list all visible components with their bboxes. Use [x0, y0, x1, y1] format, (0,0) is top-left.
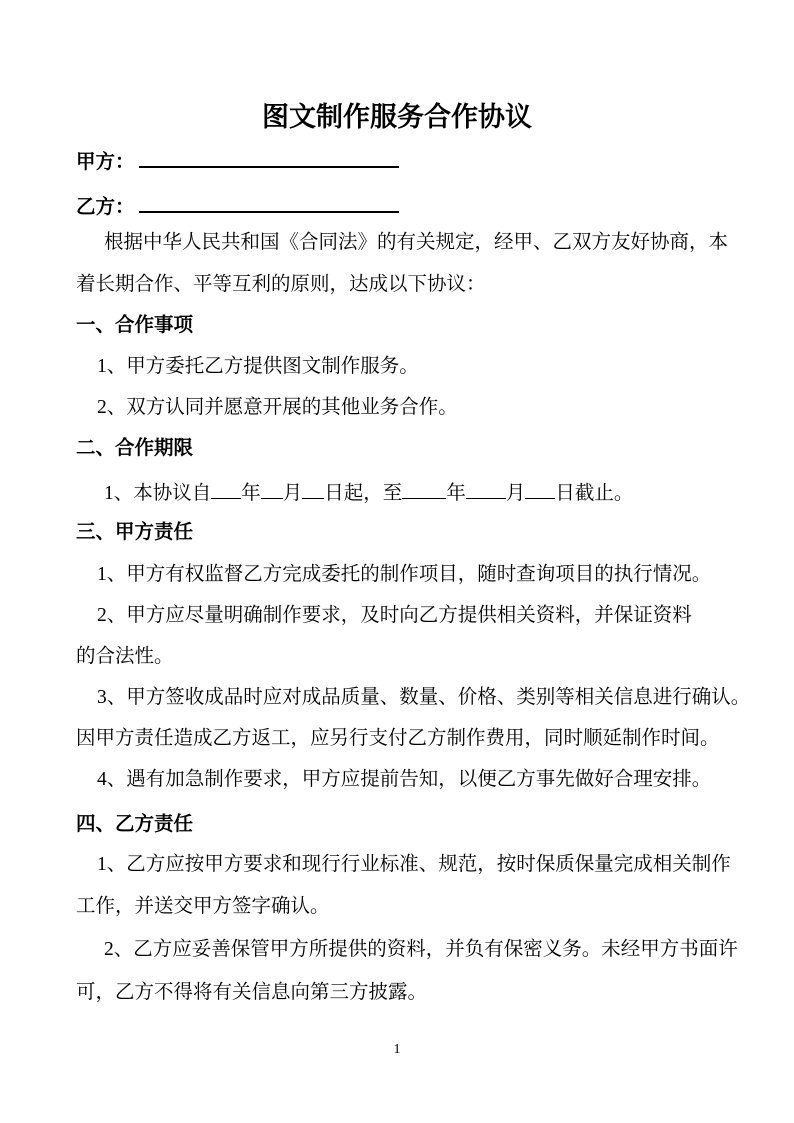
clause: 4、遇有加急制作要求，甲方应提前告知，以便乙方事先做好合理安排。 — [97, 769, 712, 790]
label: 月 — [282, 483, 303, 504]
section-heading: 二、合作期限 — [76, 438, 194, 459]
clause: 的合法性。 — [76, 646, 174, 667]
clause: 2、甲方应尽量明确制作要求，及时向乙方提供相关资料，并保证资料 — [97, 605, 692, 626]
document-title: 图文制作服务合作协议 — [262, 102, 532, 132]
start-month-blank — [261, 480, 283, 499]
clause: 1、乙方应按甲方要求和现行行业标准、规范，按时保质保量完成相关制作 — [97, 854, 731, 875]
clause: 1、甲方有权监督乙方完成委托的制作项目，随时查询项目的执行情况。 — [97, 564, 712, 585]
label: 月 — [505, 483, 526, 504]
preamble-line: 着长期合作、平等互利的原则，达成以下协议： — [76, 274, 486, 295]
clause: 可，乙方不得将有关信息向第三方披露。 — [76, 982, 428, 1003]
party-a-blank — [139, 146, 399, 168]
clause: 3、甲方签收成品时应对成品质量、数量、价格、类别等相关信息进行确认。 — [97, 687, 751, 708]
clause: 2、乙方应妥善保管甲方所提供的资料，并负有保密义务。未经甲方书面许 — [104, 939, 738, 960]
section-heading: 一、合作事项 — [76, 315, 194, 336]
start-day-blank — [302, 480, 324, 499]
clause: 因甲方责任造成乙方返工，应另行支付乙方制作费用，同时顺延制作时间。 — [76, 728, 720, 749]
label: 年 — [241, 483, 261, 504]
party-a-label: 甲方： — [76, 152, 135, 173]
page-number: 1 — [393, 1042, 401, 1057]
party-b-line — [76, 191, 399, 220]
section-heading: 三、甲方责任 — [76, 522, 194, 543]
party-a-line — [76, 146, 399, 175]
end-day-blank — [525, 480, 555, 499]
preamble-line: 根据中华人民共和国《合同法》的有关规定，经甲、乙双方友好协商，本 — [104, 232, 729, 253]
date-prefix: 1、本协议自 — [104, 483, 212, 504]
clause: 1、甲方委托乙方提供图文制作服务。 — [97, 356, 419, 377]
section-heading: 四、乙方责任 — [76, 814, 194, 835]
start-year-blank — [211, 480, 241, 499]
end-month-blank — [466, 480, 506, 499]
clause: 2、双方认同并愿意开展的其他业务合作。 — [97, 397, 458, 418]
party-b-label: 乙方： — [76, 197, 135, 218]
label: 年 — [446, 483, 466, 504]
end-year-blank — [402, 480, 446, 499]
label: 日截止。 — [555, 483, 634, 504]
party-b-blank — [139, 191, 399, 213]
clause: 工作，并送交甲方签字确认。 — [76, 896, 330, 917]
term-date-line — [104, 480, 633, 506]
label: 日起，至 — [324, 483, 403, 504]
